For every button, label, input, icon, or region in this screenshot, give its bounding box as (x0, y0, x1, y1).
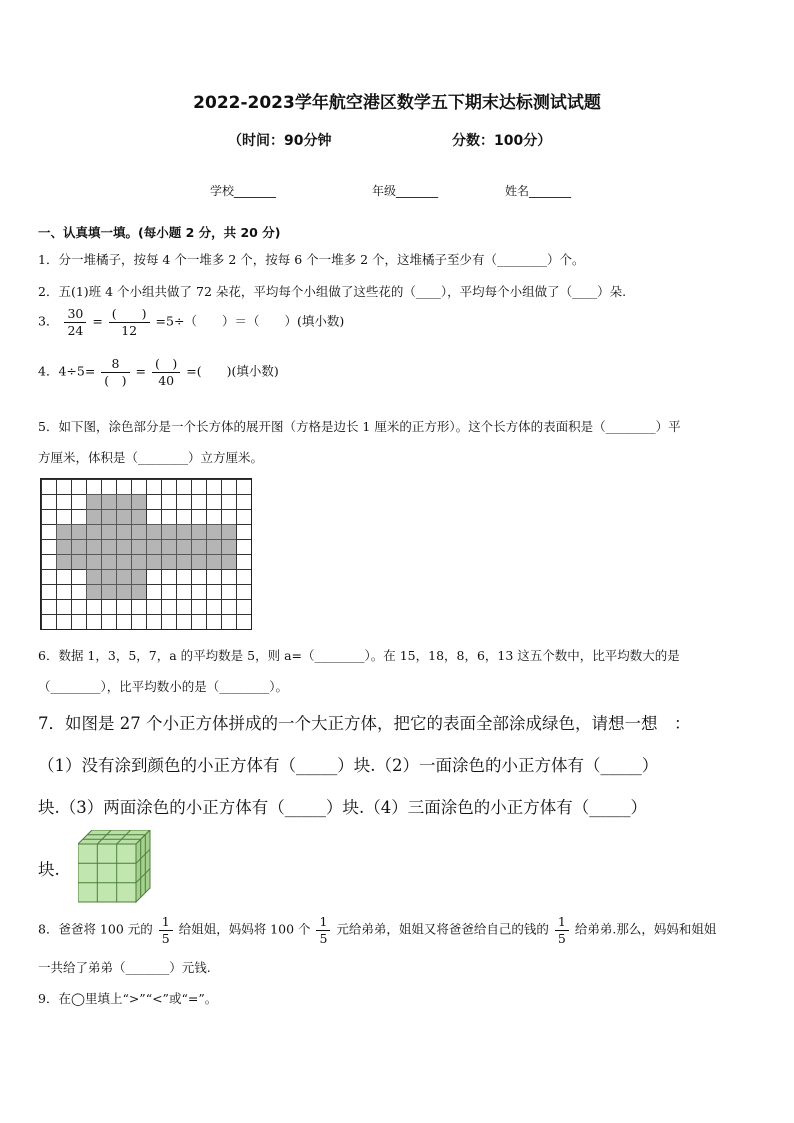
name-field: 姓名_______ (505, 184, 572, 198)
cube-front-face (78, 844, 136, 902)
q8-fraction-3 (555, 914, 569, 946)
section-heading: 一、认真填一填。(每小题 2 分，共 20 分) (38, 225, 281, 240)
q4-rest: =( )(填小数) (186, 363, 279, 379)
question-3 (38, 306, 344, 338)
q8-f1-denominator: 5 (161, 930, 170, 946)
question-6-line-1: 6．数据 1，3，5，7，a 的平均数是 5，则 a=（________）。在 15，18，8，6，13 这五个数中，比平均数大的是 (38, 648, 680, 663)
q8-f1-numerator: 1 (159, 914, 173, 931)
q4-f1-numerator: 8 (101, 356, 129, 373)
question-7-line-3: 块.（3）两面涂色的小正方体有（_____）块.（4）三面涂色的小正方体有（_____） (38, 798, 647, 817)
question-5-line-2: 方厘米，体积是（________）立方厘米。 (38, 450, 264, 465)
q8-f3-denominator: 5 (557, 930, 566, 946)
q3-f2-numerator: ( ) (109, 306, 150, 323)
net-shade-bottom (86, 569, 146, 599)
q3-f1-denominator: 24 (67, 322, 84, 338)
page-title: 2022-2023学年航空港区数学五下期末达标测试试题 (193, 93, 601, 113)
q8-part-c: 元给弟弟，姐姐又将爸爸给自己的钱的 (336, 921, 549, 937)
net-shade-top (86, 494, 146, 524)
grade-field: 年级_______ (372, 184, 439, 198)
net-grid-figure (40, 478, 252, 630)
question-7-line-1: 7．如图是 27 个小正方体拼成的一个大正方体，把它的表面全部涂成绿色，请想一想 ： (38, 714, 691, 733)
q8-f2-denominator: 5 (319, 930, 328, 946)
net-shade-middle (56, 524, 236, 569)
question-8-line-2: 一共给了弟弟（_______）元钱. (38, 960, 211, 975)
q8-part-d: 给弟弟.那么，妈妈和姐姐 (574, 921, 717, 937)
q4-f2-denominator: 40 (158, 372, 175, 388)
question-6-line-2: （________），比平均数小的是（________）。 (38, 679, 289, 694)
q3-fraction-1 (64, 306, 86, 338)
q4-f2-numerator: ( ) (152, 356, 180, 373)
q3-rest: =5÷（ ）＝（ ）(填小数) (155, 313, 345, 329)
exam-time: （时间：90分钟 (228, 133, 332, 149)
school-field: 学校_______ (210, 184, 277, 198)
q3-f1-numerator: 30 (64, 306, 86, 323)
question-4 (38, 356, 279, 388)
q4-prefix: 4．4÷5= (38, 363, 96, 379)
q8-part-a: 8．爸爸将 100 元的 (38, 921, 153, 937)
q3-f2-denominator: 12 (121, 322, 138, 338)
question-7-line-2: （1）没有涂到颜色的小正方体有（_____）块.（2）一面涂色的小正方体有（_____） (38, 756, 659, 775)
q4-f1-denominator: ( ) (104, 372, 127, 388)
question-5-line-1: 5．如下图，涂色部分是一个长方体的展开图（方格是边长 1 厘米的正方形）。这个长方体的表面积是（________）平 (38, 419, 681, 434)
exam-score: 分数：100分） (452, 133, 552, 149)
q8-part-b: 给姐姐，妈妈将 100 个 (178, 921, 311, 937)
q4-equals: = (135, 363, 147, 379)
q3-equals: = (92, 313, 103, 329)
q4-fraction-2 (152, 356, 180, 388)
question-8-line-1 (38, 914, 716, 946)
question-7-line-4: 块. (38, 860, 60, 879)
q8-fraction-2 (316, 914, 330, 946)
q8-fraction-1 (159, 914, 173, 946)
q3-prefix: 3． (38, 313, 59, 329)
question-9: 9．在◯里填上“>”“<”或“=”。 (38, 991, 218, 1006)
q8-f3-numerator: 1 (555, 914, 569, 931)
question-2: 2．五(1)班 4 个小组共做了 72 朵花，平均每个小组做了这些花的（____），平均每个小组做了（____）朵. (38, 284, 627, 299)
question-1: 1．分一堆橘子，按每 4 个一堆多 2 个，按每 6 个一堆多 2 个，这堆橘子至少有（________）个。 (38, 252, 585, 267)
cube-figure (78, 830, 154, 904)
q3-fraction-2 (109, 306, 150, 338)
q4-fraction-1 (101, 356, 129, 388)
q8-f2-numerator: 1 (316, 914, 330, 931)
